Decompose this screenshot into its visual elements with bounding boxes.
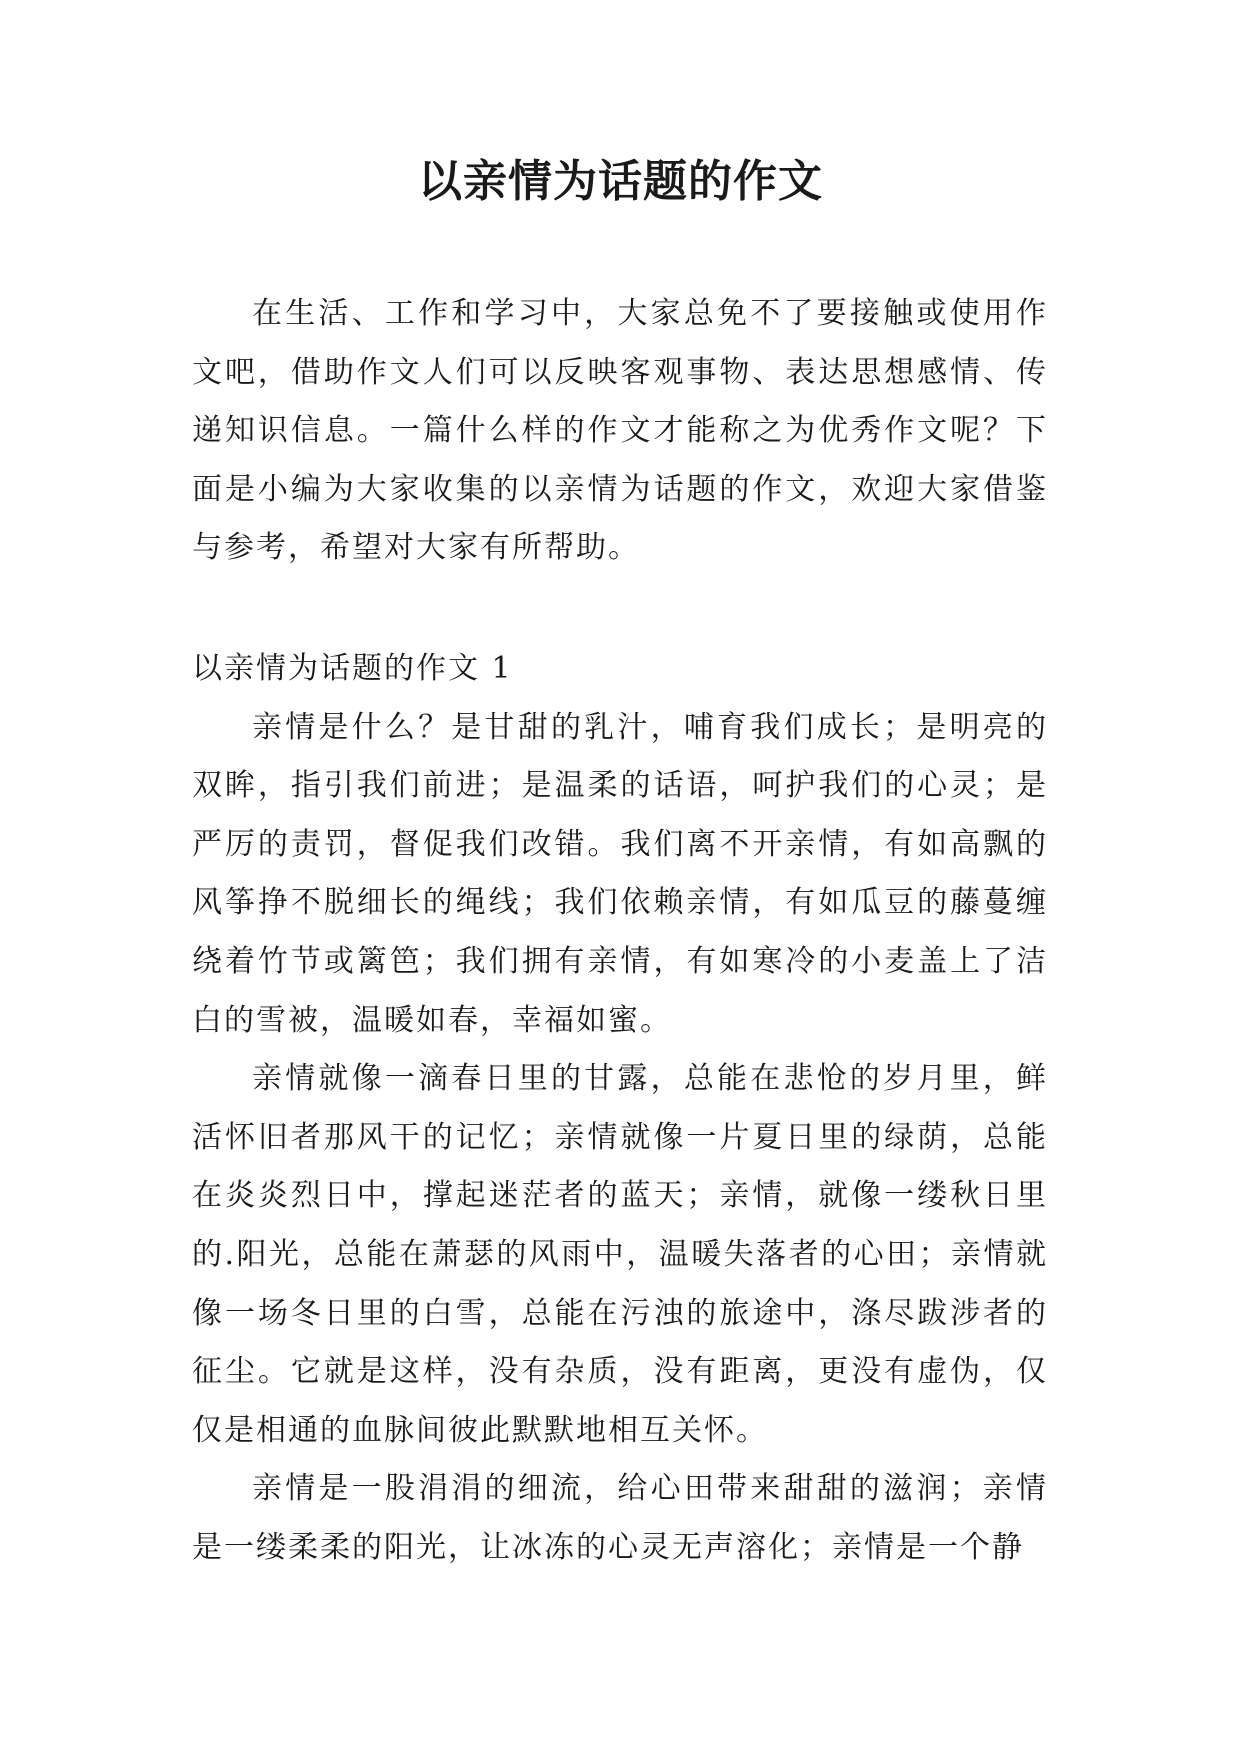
body-paragraph: 亲情是什么？是甘甜的乳汁，哺育我们成长；是明亮的双眸，指引我们前进；是温柔的话语，呵护我们的心灵；是严厉的责罚，督促我们改错。我们离不开亲情，有如高飘的风筝挣不脱细长的绳线；我们依赖亲情，有如瓜豆的藤蔓缠绕着竹节或篱笆；我们拥有亲情，有如寒冷的小麦盖上了洁白的雪被，温暖如春，幸福如蜜。 — [192, 709, 1048, 1038]
body-paragraph: 亲情就像一滴春日里的甘露，总能在悲怆的岁月里，鲜活怀旧者那风干的记忆；亲情就像一片夏日里的绿荫，总能在炎炎烈日中，撑起迷茫者的蓝天；亲情，就像一缕秋日里的.阳光，总能在萧瑟的风雨中，温暖失落者的心田；亲情就像一场冬日里的白雪，总能在污浊的旅途中，涤尽跋涉者的征尘。它就是这样，没有杂质，没有距离，更没有虚伪，仅仅是相通的血脉间彼此默默地相互关怀。 — [192, 1061, 1048, 1448]
section-heading: 以亲情为话题的作文 1 — [192, 650, 513, 686]
page-title: 以亲情为话题的作文 — [418, 156, 823, 207]
document-body — [192, 285, 1048, 1577]
intro-paragraph: 在生活、工作和学习中，大家总免不了要接触或使用作文吧，借助作文人们可以反映客观事物、表达思想感情、传递知识信息。一篇什么样的作文才能称之为优秀作文呢？下面是小编为大家收集的以亲情为话题的作文，欢迎大家借鉴与参考，希望对大家有所帮助。 — [192, 296, 1048, 566]
spacer — [192, 578, 1048, 640]
body-paragraph: 亲情是一股涓涓的细流，给心田带来甜甜的滋润；亲情是一缕柔柔的阳光，让冰冻的心灵无声溶化；亲情是一个静 — [192, 1471, 1048, 1565]
